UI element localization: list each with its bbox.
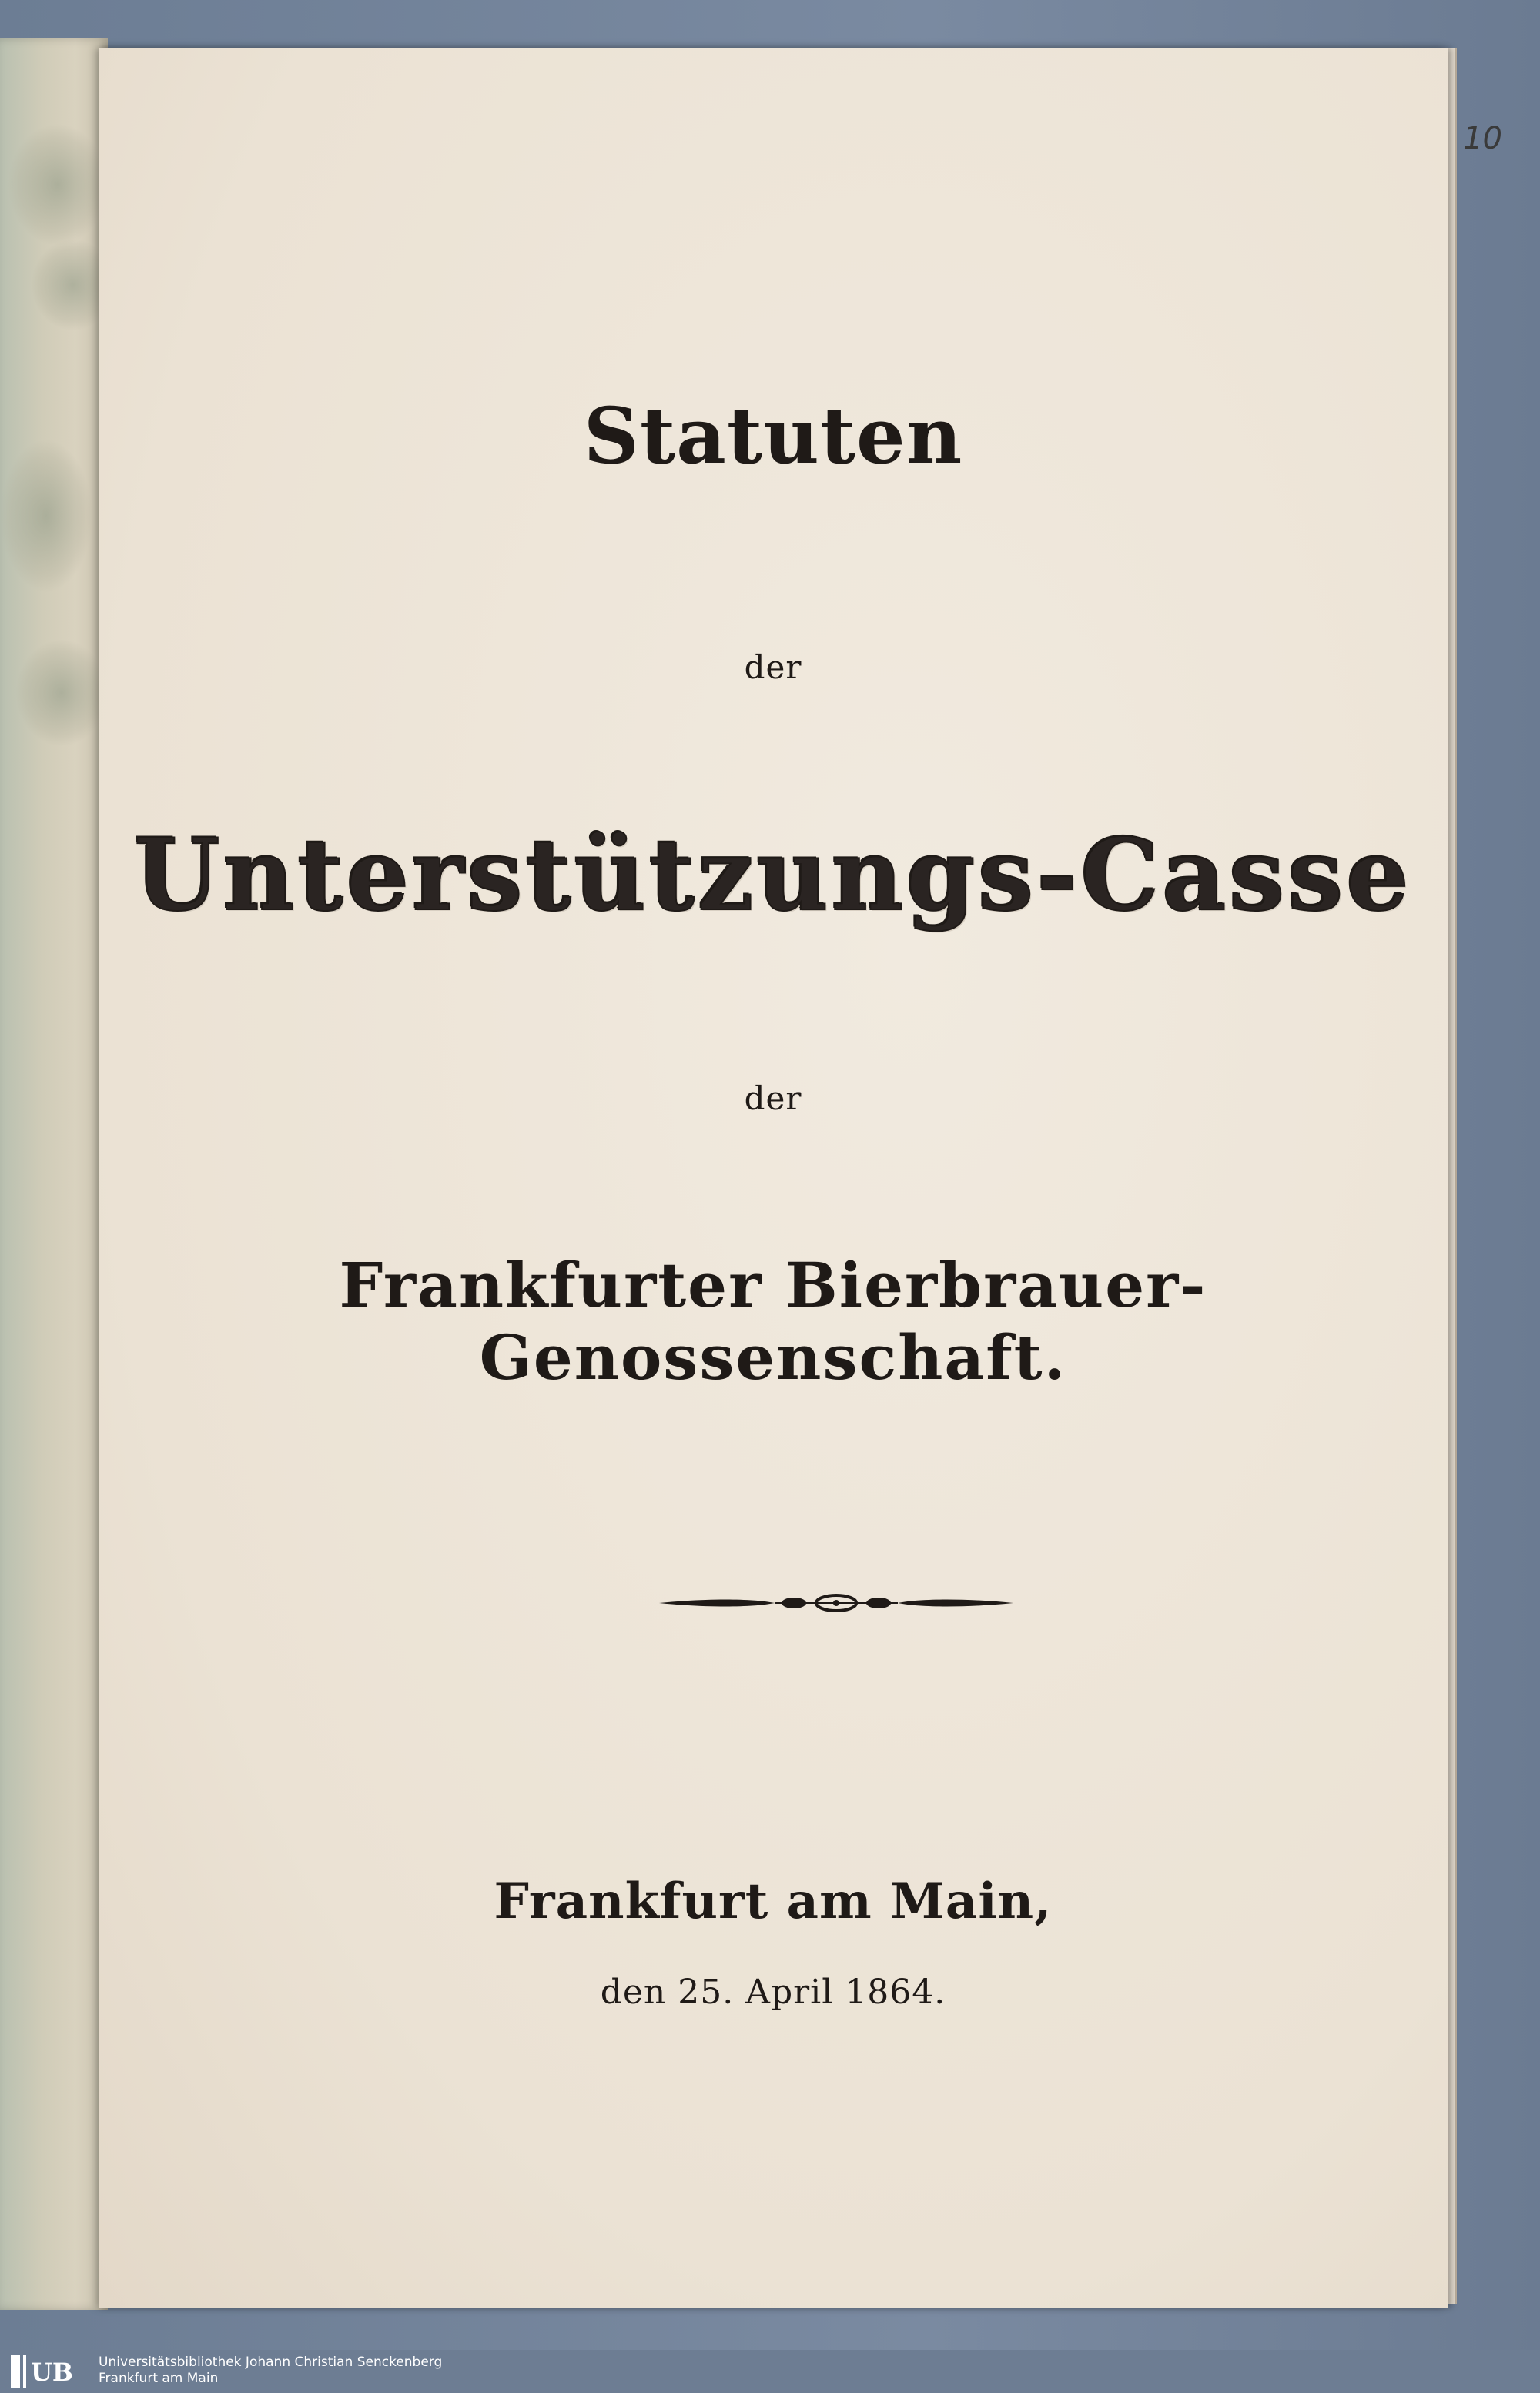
ornamental-rule [659, 1588, 1013, 1618]
article-der-1: der [744, 648, 802, 686]
title-page [99, 48, 1502, 2308]
folio-number: 10 [1463, 121, 1502, 156]
title-statuten: Statuten [583, 390, 963, 481]
article-der-2: der [744, 1079, 802, 1117]
facing-page-edge [0, 38, 108, 2310]
main-title: Unterstützungs-Casse [134, 818, 1412, 933]
footer-line-2: Frankfurt am Main [99, 2371, 219, 2386]
ub-logo-text: UB [31, 2358, 73, 2387]
ub-logo-icon [11, 2355, 88, 2388]
imprint-place: Frankfurt am Main, [494, 1873, 1053, 1930]
imprint-date: den 25. April 1864. [600, 1973, 946, 2012]
footer-credit [99, 2355, 442, 2387]
footer-line-1: Universitätsbibliothek Johann Christian Senckenberg [99, 2355, 443, 2370]
organisation-name: Frankfurter Bierbrauer-Genossenschaft. [339, 1249, 1207, 1394]
